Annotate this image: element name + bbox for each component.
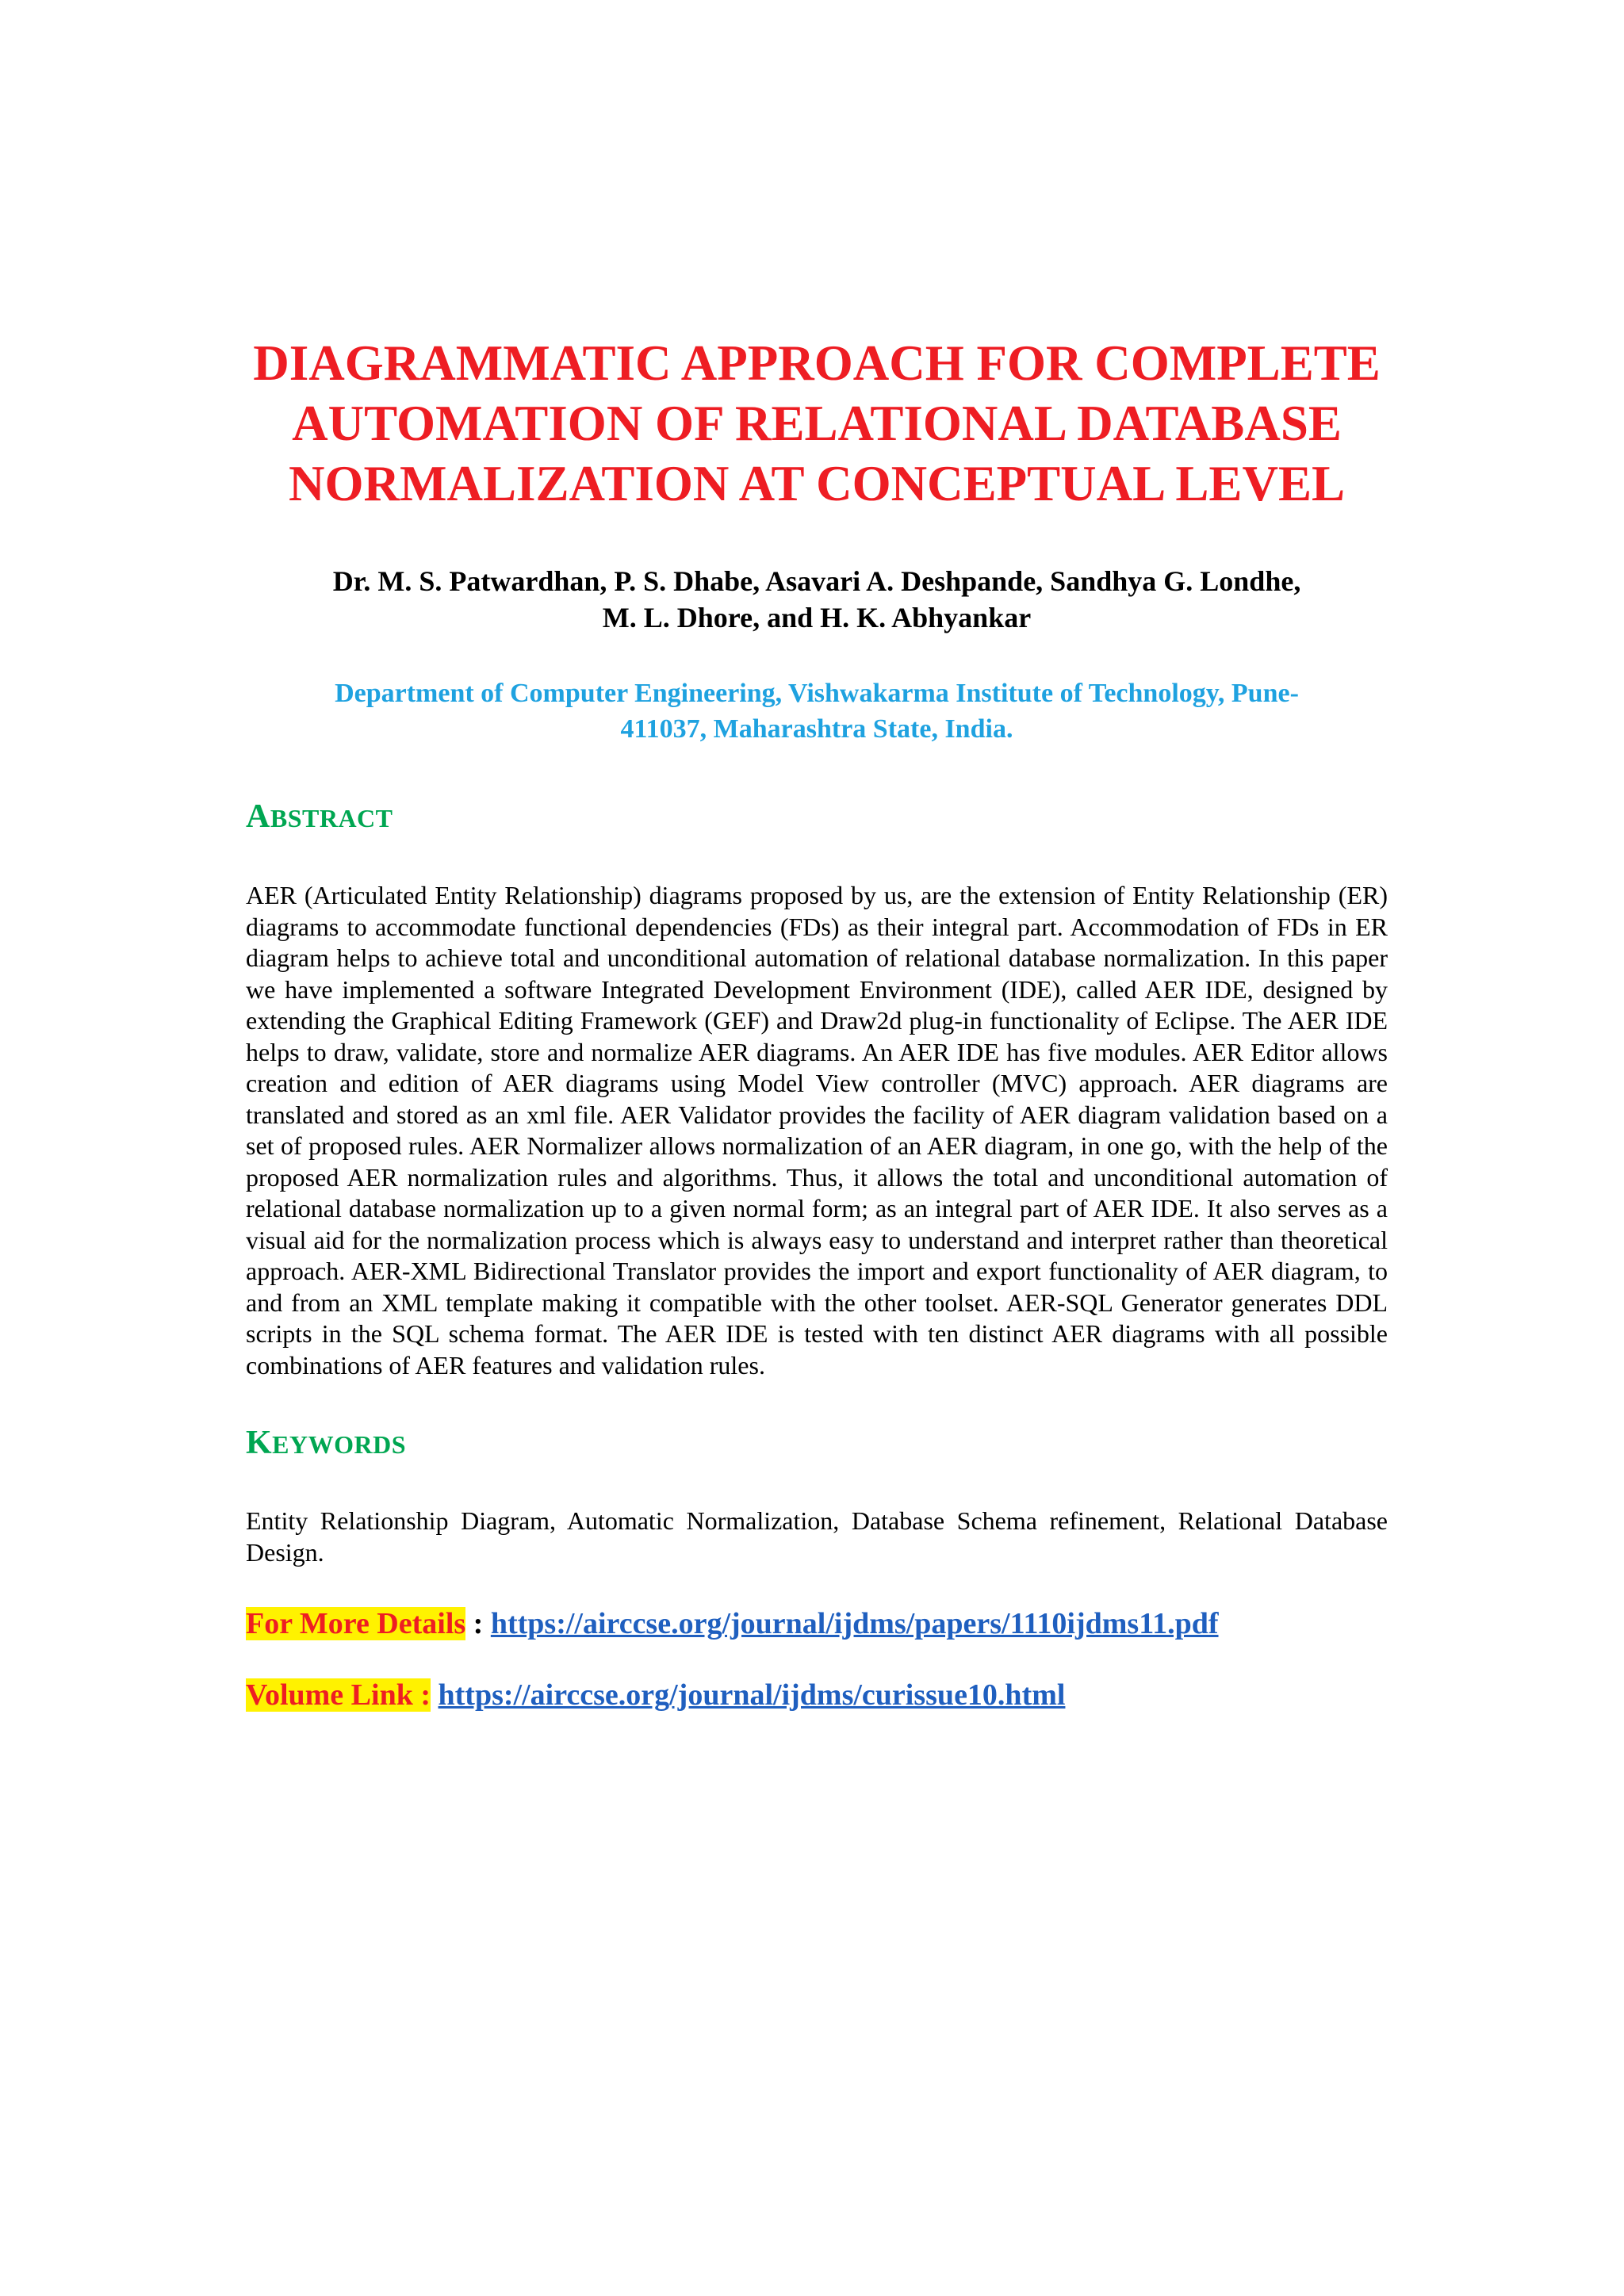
authors-line: M. L. Dhore, and H. K. Abhyankar (602, 602, 1032, 633)
volume-link-line (246, 1676, 1388, 1714)
paper-page (246, 333, 1388, 1714)
title-line: AUTOMATION OF RELATIONAL DATABASE (292, 396, 1342, 451)
keywords-heading-initial: K (246, 1425, 273, 1461)
volume-link[interactable]: https://airccse.org/journal/ijdms/curissue10.html (438, 1678, 1066, 1712)
more-details-line (246, 1605, 1388, 1643)
paper-title (246, 333, 1388, 514)
abstract-heading-rest: BSTRACT (270, 804, 393, 832)
title-line: DIAGRAMMATIC APPROACH FOR COMPLETE (253, 335, 1381, 391)
more-details-separator: : (465, 1607, 491, 1640)
keywords-heading-rest: EYWORDS (272, 1430, 407, 1459)
affiliation (246, 675, 1388, 747)
more-details-link[interactable]: https://airccse.org/journal/ijdms/papers/1110ijdms11.pdf (490, 1607, 1219, 1640)
authors-line: Dr. M. S. Patwardhan, P. S. Dhabe, Asavari A. Deshpande, Sandhya G. Londhe, (332, 565, 1301, 597)
more-details-label: For More Details (246, 1607, 466, 1640)
title-line: NORMALIZATION AT CONCEPTUAL LEVEL (289, 456, 1345, 511)
abstract-heading-initial: A (246, 798, 270, 835)
volume-link-label: Volume Link : (246, 1678, 431, 1712)
volume-link-separator (431, 1678, 439, 1712)
abstract-text: AER (Articulated Entity Relationship) diagrams proposed by us, are the extension of Entity Relationship (ER) diagrams to accommodate functional dependencies (FDs) as their integral part. Accommodation of FDs in ER diagram helps to achieve total and unconditional automation of relational database normalization. In this paper we have implemented a software Integrated Development Environment (IDE), called AER IDE, designed by extending the Graphical Editing Framework (GEF) and Draw2d plug-in functionality of Eclipse. The AER IDE helps to draw, validate, store and normalize AER diagrams. An AER IDE has five modules. AER Editor allows creation and edition of AER diagrams using Model View controller (MVC) approach. AER diagrams are translated and stored as an xml file. AER Validator provides the facility of AER diagram validation based on a set of proposed rules. AER Normalizer allows normalization of an AER diagram, in one go, with the help of the proposed AER normalization rules and algorithms. Thus, it allows the total and unconditional automation of relational database normalization up to a given normal form; as an integral part of AER IDE. It also serves as a visual aid for the normalization process which is always easy to understand and interpret rather than theoretical approach. AER-XML Bidirectional Translator provides the import and export functionality of AER diagram, to and from an XML template making it compatible with the other toolset. AER-SQL Generator generates DDL scripts in the SQL schema format. The AER IDE is tested with ten distinct AER diagrams with all possible combinations of AER features and validation rules. (246, 881, 1388, 1380)
keywords-heading (246, 1424, 1388, 1462)
affiliation-line: Department of Computer Engineering, Vishwakarma Institute of Technology, Pune- (335, 679, 1299, 708)
keywords-text: Entity Relationship Diagram, Automatic Normalization, Database Schema refinement, Relational Database Design. (246, 1506, 1388, 1567)
affiliation-line: 411037, Maharashtra State, India. (620, 714, 1013, 744)
abstract-heading (246, 798, 1388, 836)
authors (246, 563, 1388, 636)
